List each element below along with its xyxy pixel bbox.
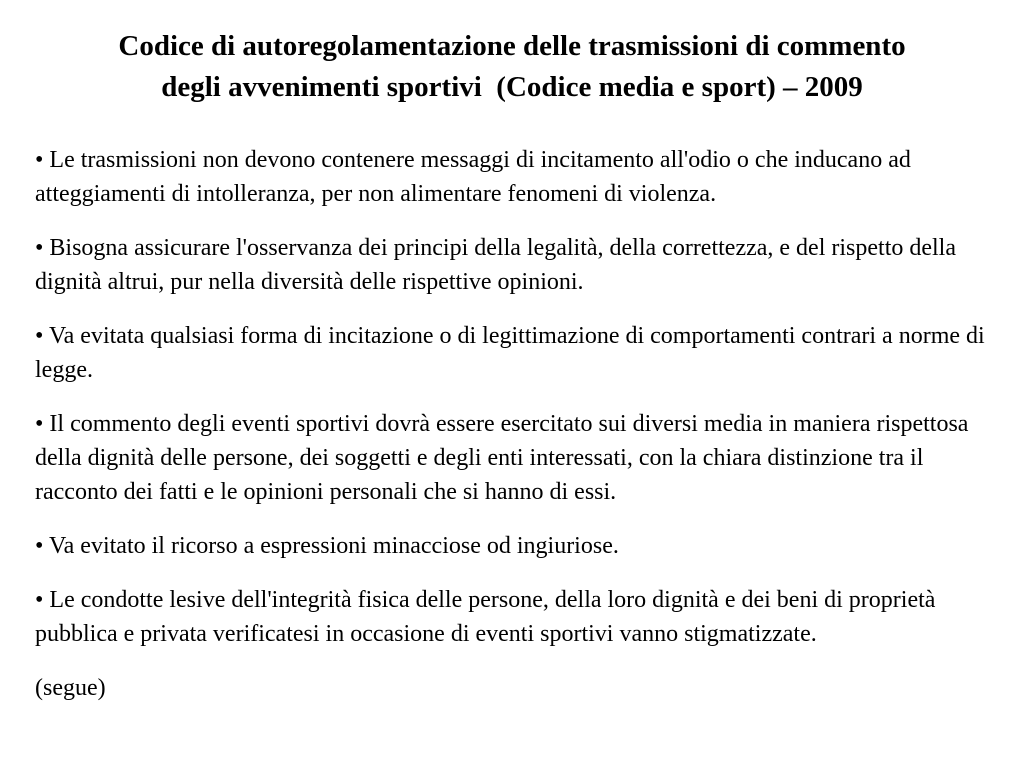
bullet-paragraph-3 [35,319,992,387]
bullet-icon: • [35,323,44,349]
paragraph-text-6: Le condotte lesive dell'integrità fisica delle persone, della loro dignità e dei beni di proprietà pubblica e privata verificatesi in occasione di eventi sportivi vanno stigmatizzate. [35,587,936,647]
bullet-paragraph-6 [35,583,992,651]
bullet-paragraph-4 [35,407,992,509]
slide-body [35,143,992,705]
slide-title-line-1: Codice di autoregolamentazione delle trasmissioni di commento [118,30,906,62]
paragraph-text-3: Va evitata qualsiasi forma di incitazione o di legittimazione di comportamenti contrari a norme di legge. [35,323,985,383]
paragraph-text-4: Il commento degli eventi sportivi dovrà essere esercitato sui diversi media in maniera rispettosa della dignità delle persone, dei soggetti e degli enti interessati, con la chiara distinzione tra il racconto dei fatti e le opinioni personali che si hanno di essi. [35,411,969,505]
bullet-icon: • [35,235,44,261]
bullet-icon: • [35,587,44,613]
bullet-icon: • [35,411,44,437]
paragraph-text-2: Bisogna assicurare l'osservanza dei principi della legalità, della correttezza, e del rispetto della dignità altrui, pur nella diversità delle rispettive opinioni. [35,235,957,295]
slide-title-line-2: degli avvenimenti sportivi (Codice media e sport) – 2009 [161,71,863,103]
bullet-paragraph-5 [35,529,992,563]
bullet-icon: • [35,147,44,173]
continuation-note: (segue) [35,675,106,701]
paragraph-text-5: Va evitato il ricorso a espressioni minacciose od ingiuriose. [48,533,619,559]
bullet-paragraph-1 [35,143,992,211]
bullet-paragraph-2 [35,231,992,299]
paragraph-text-1: Le trasmissioni non devono contenere messaggi di incitamento all'odio o che inducano ad atteggiamenti di intolleranza, per non alimentare fenomeni di violenza. [35,147,911,207]
slide-title [0,0,1024,108]
bullet-icon: • [35,533,44,559]
